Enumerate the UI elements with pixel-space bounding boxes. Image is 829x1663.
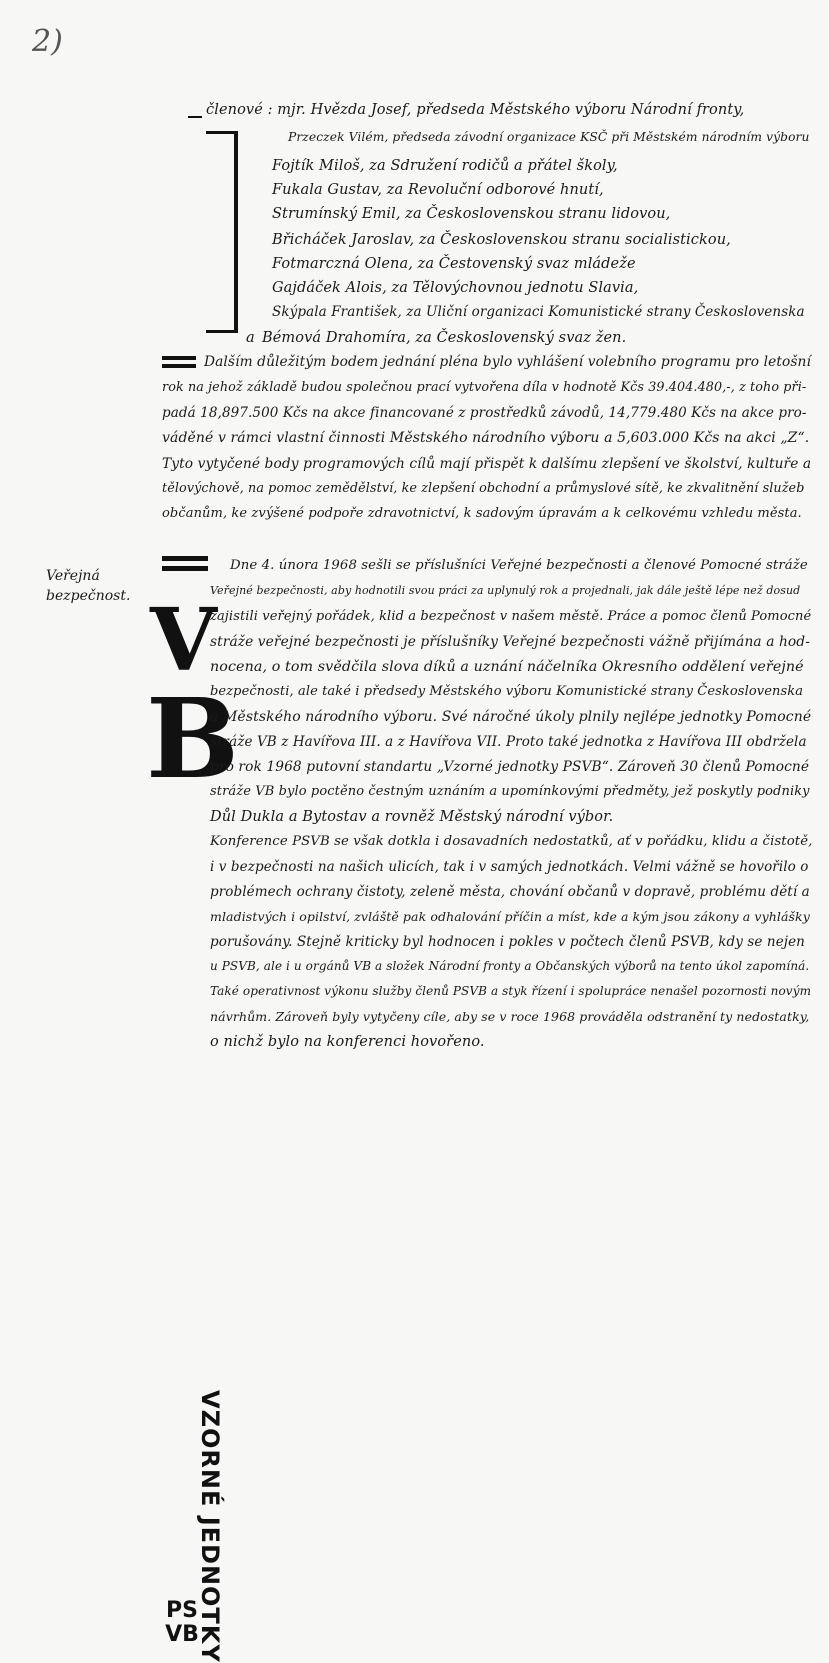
member-line-3: Fojtík Miloš, za Sdružení rodičů a přátel školy, [272, 158, 618, 174]
member-line-6: Břicháček Jaroslav, za Československou stranu socialistickou, [272, 232, 731, 248]
member-conjunction: a [246, 330, 255, 346]
security-line-15: mladistvých i opilství, zvláště pak odhalování příčin a míst, kde a kým jsou zákony a vyhlášky [210, 909, 810, 924]
plan-line-7: občanům, ke zvýšené podpoře zdravotnictví, k sadovým úpravám a k celkovému vzhledu města. [162, 506, 802, 521]
vb-bottom-text [162, 1599, 202, 1647]
member-line-9: Skýpala František, za Uliční organizaci Komunistické strany Československa [272, 304, 805, 320]
plan-marker-bar-1 [162, 356, 196, 360]
sidebar-note [46, 566, 130, 606]
security-line-18: Také operativnost výkonu služby členů PSVB a styk řízení i spolupráce nenašel pozornosti novým [210, 984, 812, 998]
vb-letter-v: V [150, 590, 217, 691]
security-line-9: pro rok 1968 putovní standartu „Vzorné jednotky PSVB“. Zároveň 30 členů Pomocné [210, 759, 810, 775]
security-line-1: Dne 4. února 1968 sešli se příslušníci Veřejné bezpečnosti a členové Pomocné stráže [230, 558, 808, 573]
member-line-8: Gajdáček Alois, za Tělovýchovnou jednotu Slavia, [272, 280, 639, 296]
member-line-4: Fukala Gustav, za Revoluční odborové hnutí, [272, 182, 604, 198]
security-line-6: bezpečnosti, ale také i předsedy Městského výboru Komunistické strany Československa [210, 684, 804, 699]
security-line-13: i v bezpečnosti na našich ulicích, tak i v samých jednotkách. Velmi vážně se hovořilo o [210, 859, 809, 875]
security-line-10: stráže VB bylo poctěno čestným uznáním a upomínkovými předměty, jež poskytly podniky [210, 784, 810, 799]
security-line-12: Konference PSVB se však dotkla i dosavadních nedostatků, ať v pořádku, klidu a čistotě, [210, 834, 813, 849]
member-line-5: Strumínský Emil, za Československou stranu lidovou, [272, 206, 671, 222]
security-line-16: porušovány. Stejně kriticky byl hodnocen i pokles v počtech členů PSVB, kdy se nejen [210, 934, 805, 950]
security-line-7: a Městského národního výboru. Své náročné úkoly plnily nejlépe jednotky Pomocné [210, 709, 812, 725]
security-line-2: Veřejné bezpečnosti, aby hodnotili svou práci za uplynulý rok a projednali, jak dále ještě lépe než dosud [210, 584, 801, 597]
plan-line-1: Dalším důležitým bodem jednání pléna bylo vyhlášení volebního programu pro letošní [204, 354, 812, 370]
sidebar-note-line-2: bezpečnost. [46, 588, 131, 604]
plan-line-4: váděné v rámci vlastní činnosti Městského národního výboru a 5,603.000 Kčs na akci „Z“. [162, 430, 810, 446]
sidebar-note-line-1: Veřejná [46, 568, 100, 584]
vb-letter-b: B [146, 674, 239, 803]
member-line-10: Bémová Drahomíra, za Československý svaz žen. [262, 330, 627, 346]
security-line-17: u PSVB, ale i u orgánů VB a složek Národní fronty a Občanských výborů na tento úkol zapomíná. [210, 959, 810, 973]
security-line-8: stráže VB z Havířova III. a z Havířova VII. Proto také jednotka z Havířova III obdržela [210, 734, 807, 750]
security-line-11: Důl Dukla a Bytostav a rovněž Městský národní výbor. [210, 809, 614, 825]
vb-vertical-text: VZORNÉ JEDNOTKY [196, 1390, 224, 1663]
member-line-1: členové : mjr. Hvězda Josef, předseda Městského výboru Národní fronty, [206, 102, 745, 118]
security-line-14: problémech ochrany čistoty, zeleně města, chování občanů v dopravě, problému dětí a [210, 884, 810, 900]
members-dash [188, 116, 202, 118]
security-line-5: nocena, o tom svědčila slova díků a uznání náčelníka Okresního oddělení veřejné [210, 659, 804, 675]
member-line-2: Przeczek Vilém, předseda závodní organizace KSČ při Městském národním výboru [288, 130, 810, 144]
member-line-7: Fotmarczná Olena, za Čestovenský svaz mládeže [272, 256, 636, 272]
plan-line-2: rok na jehož základě budou společnou prací vytvořena díla v hodnotě Kčs 39.404.480,-, z toho při- [162, 380, 807, 395]
vb-marker-bar-1 [162, 556, 208, 561]
vb-marker-bar-2 [162, 566, 208, 571]
vb-bottom-text-vb: VB [165, 1622, 199, 1647]
security-line-20: o nichž bylo na konferenci hovořeno. [210, 1034, 485, 1050]
plan-marker-bar-2 [162, 364, 196, 368]
plan-line-5: Tyto vytyčené body programových cílů mají přispět k dalšímu zlepšení ve školství, kultuře a [162, 456, 812, 472]
plan-line-6: tělovýchově, na pomoc zemědělství, ke zlepšení obchodní a průmyslové sítě, ke zkvalitnění služeb [162, 481, 805, 496]
security-line-3: zajistili veřejný pořádek, klid a bezpečnost v našem městě. Práce a pomoc členů Pomocné [210, 609, 812, 624]
page-number: 2) [32, 24, 63, 59]
security-line-19: návrhům. Zároveň byly vytyčeny cíle, aby se v roce 1968 prováděla odstranění ty nedostatky, [210, 1009, 810, 1024]
vb-bottom-text-ps: PS [166, 1598, 198, 1623]
members-bracket [206, 131, 238, 333]
plan-line-3: padá 18,897.500 Kčs na akce financované z prostředků závodů, 14,779.480 Kčs na akce pro- [162, 405, 807, 421]
security-line-4: stráže veřejné bezpečnosti je příslušníky Veřejné bezpečnosti vážně přijímána a hod- [210, 634, 810, 650]
